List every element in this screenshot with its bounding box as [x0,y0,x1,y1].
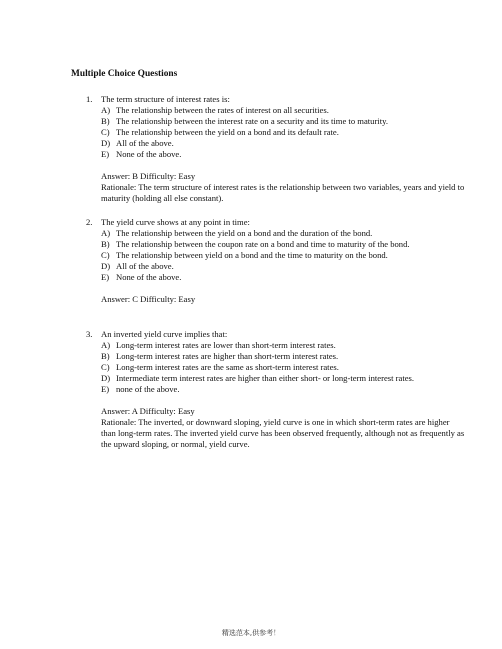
answer-block [101,294,466,305]
option-label: A) [101,228,111,238]
option-b [101,239,466,250]
option-text: All of the above. [116,138,174,148]
option-text: The relationship between the yield on a bond and the duration of the bond. [116,228,373,238]
option-text: Long-term interest rates are higher than short-term interest rates. [116,351,339,361]
rationale-text: Rationale: The inverted, or downward sloping, yield curve is one in which short-term rates are higher than long-term rates. The inverted yield curve has been observed frequently, although not as frequently as the upward sloping, or normal, yield curve. [101,417,465,449]
option-label: E) [101,149,110,159]
option-label: D) [101,138,111,148]
option-d [101,261,466,272]
section-title: Multiple Choice Questions [71,69,178,79]
option-text: The relationship between the rates of interest on all securities. [116,105,329,115]
answer-block [101,406,466,450]
option-label: B) [101,116,110,126]
option-label: C) [101,362,110,372]
page-footer: 精选范本,供参考！ [221,629,281,637]
option-label: E) [101,272,110,282]
question-stem-row [86,217,466,228]
answer-line: Answer: B Difficulty: Easy [101,171,196,181]
option-label: A) [101,105,111,115]
question-stem: The yield curve shows at any point in time: [101,217,250,227]
answer-block [101,171,466,204]
option-e [101,384,466,395]
option-label: A) [101,340,111,350]
option-b [101,351,466,362]
option-label: C) [101,127,110,137]
answer-line: Answer: A Difficulty: Easy [101,406,195,416]
option-text: none of the above. [116,384,180,394]
rationale-text: Rationale: The term structure of interest rates is the relationship between two variables, years and yield to maturity (holding all else constant). [101,182,465,203]
option-label: C) [101,250,110,260]
option-text: Long-term interest rates are lower than short-term interest rates. [116,340,336,350]
question-stem-row [86,329,466,340]
option-c [101,127,466,138]
option-text: The relationship between the yield on a bond and its default rate. [116,127,339,137]
option-label: D) [101,373,111,383]
option-text: None of the above. [116,149,182,159]
question-3 [86,329,466,450]
question-stem-row [86,94,466,105]
question-stem: An inverted yield curve implies that: [101,329,228,339]
option-a [101,340,466,351]
option-a [101,228,466,239]
option-c [101,362,466,373]
option-label: B) [101,351,110,361]
question-1 [86,94,466,204]
option-d [101,373,466,384]
option-text: Intermediate term interest rates are higher than either short- or long-term interest rates. [116,373,415,383]
option-e [101,149,466,160]
option-text: The relationship between yield on a bond and the time to maturity on the bond. [116,250,388,260]
option-list [101,228,466,283]
option-label: B) [101,239,110,249]
option-text: All of the above. [116,261,174,271]
option-label: D) [101,261,111,271]
option-text: The relationship between the coupon rate on a bond and time to maturity of the bond. [116,239,410,249]
option-b [101,116,466,127]
option-list [101,105,466,160]
question-number: 3. [86,329,93,339]
option-list [101,340,466,395]
answer-line: Answer: C Difficulty: Easy [101,294,196,304]
option-e [101,272,466,283]
question-number: 1. [86,94,93,104]
option-text: Long-term interest rates are the same as short-term interest rates. [116,362,339,372]
option-c [101,250,466,261]
option-text: None of the above. [116,272,182,282]
option-d [101,138,466,149]
question-number: 2. [86,217,93,227]
option-text: The relationship between the interest rate on a security and its time to maturity. [116,116,388,126]
option-a [101,105,466,116]
question-stem: The term structure of interest rates is: [101,94,230,104]
question-2 [86,217,466,305]
option-label: E) [101,384,110,394]
